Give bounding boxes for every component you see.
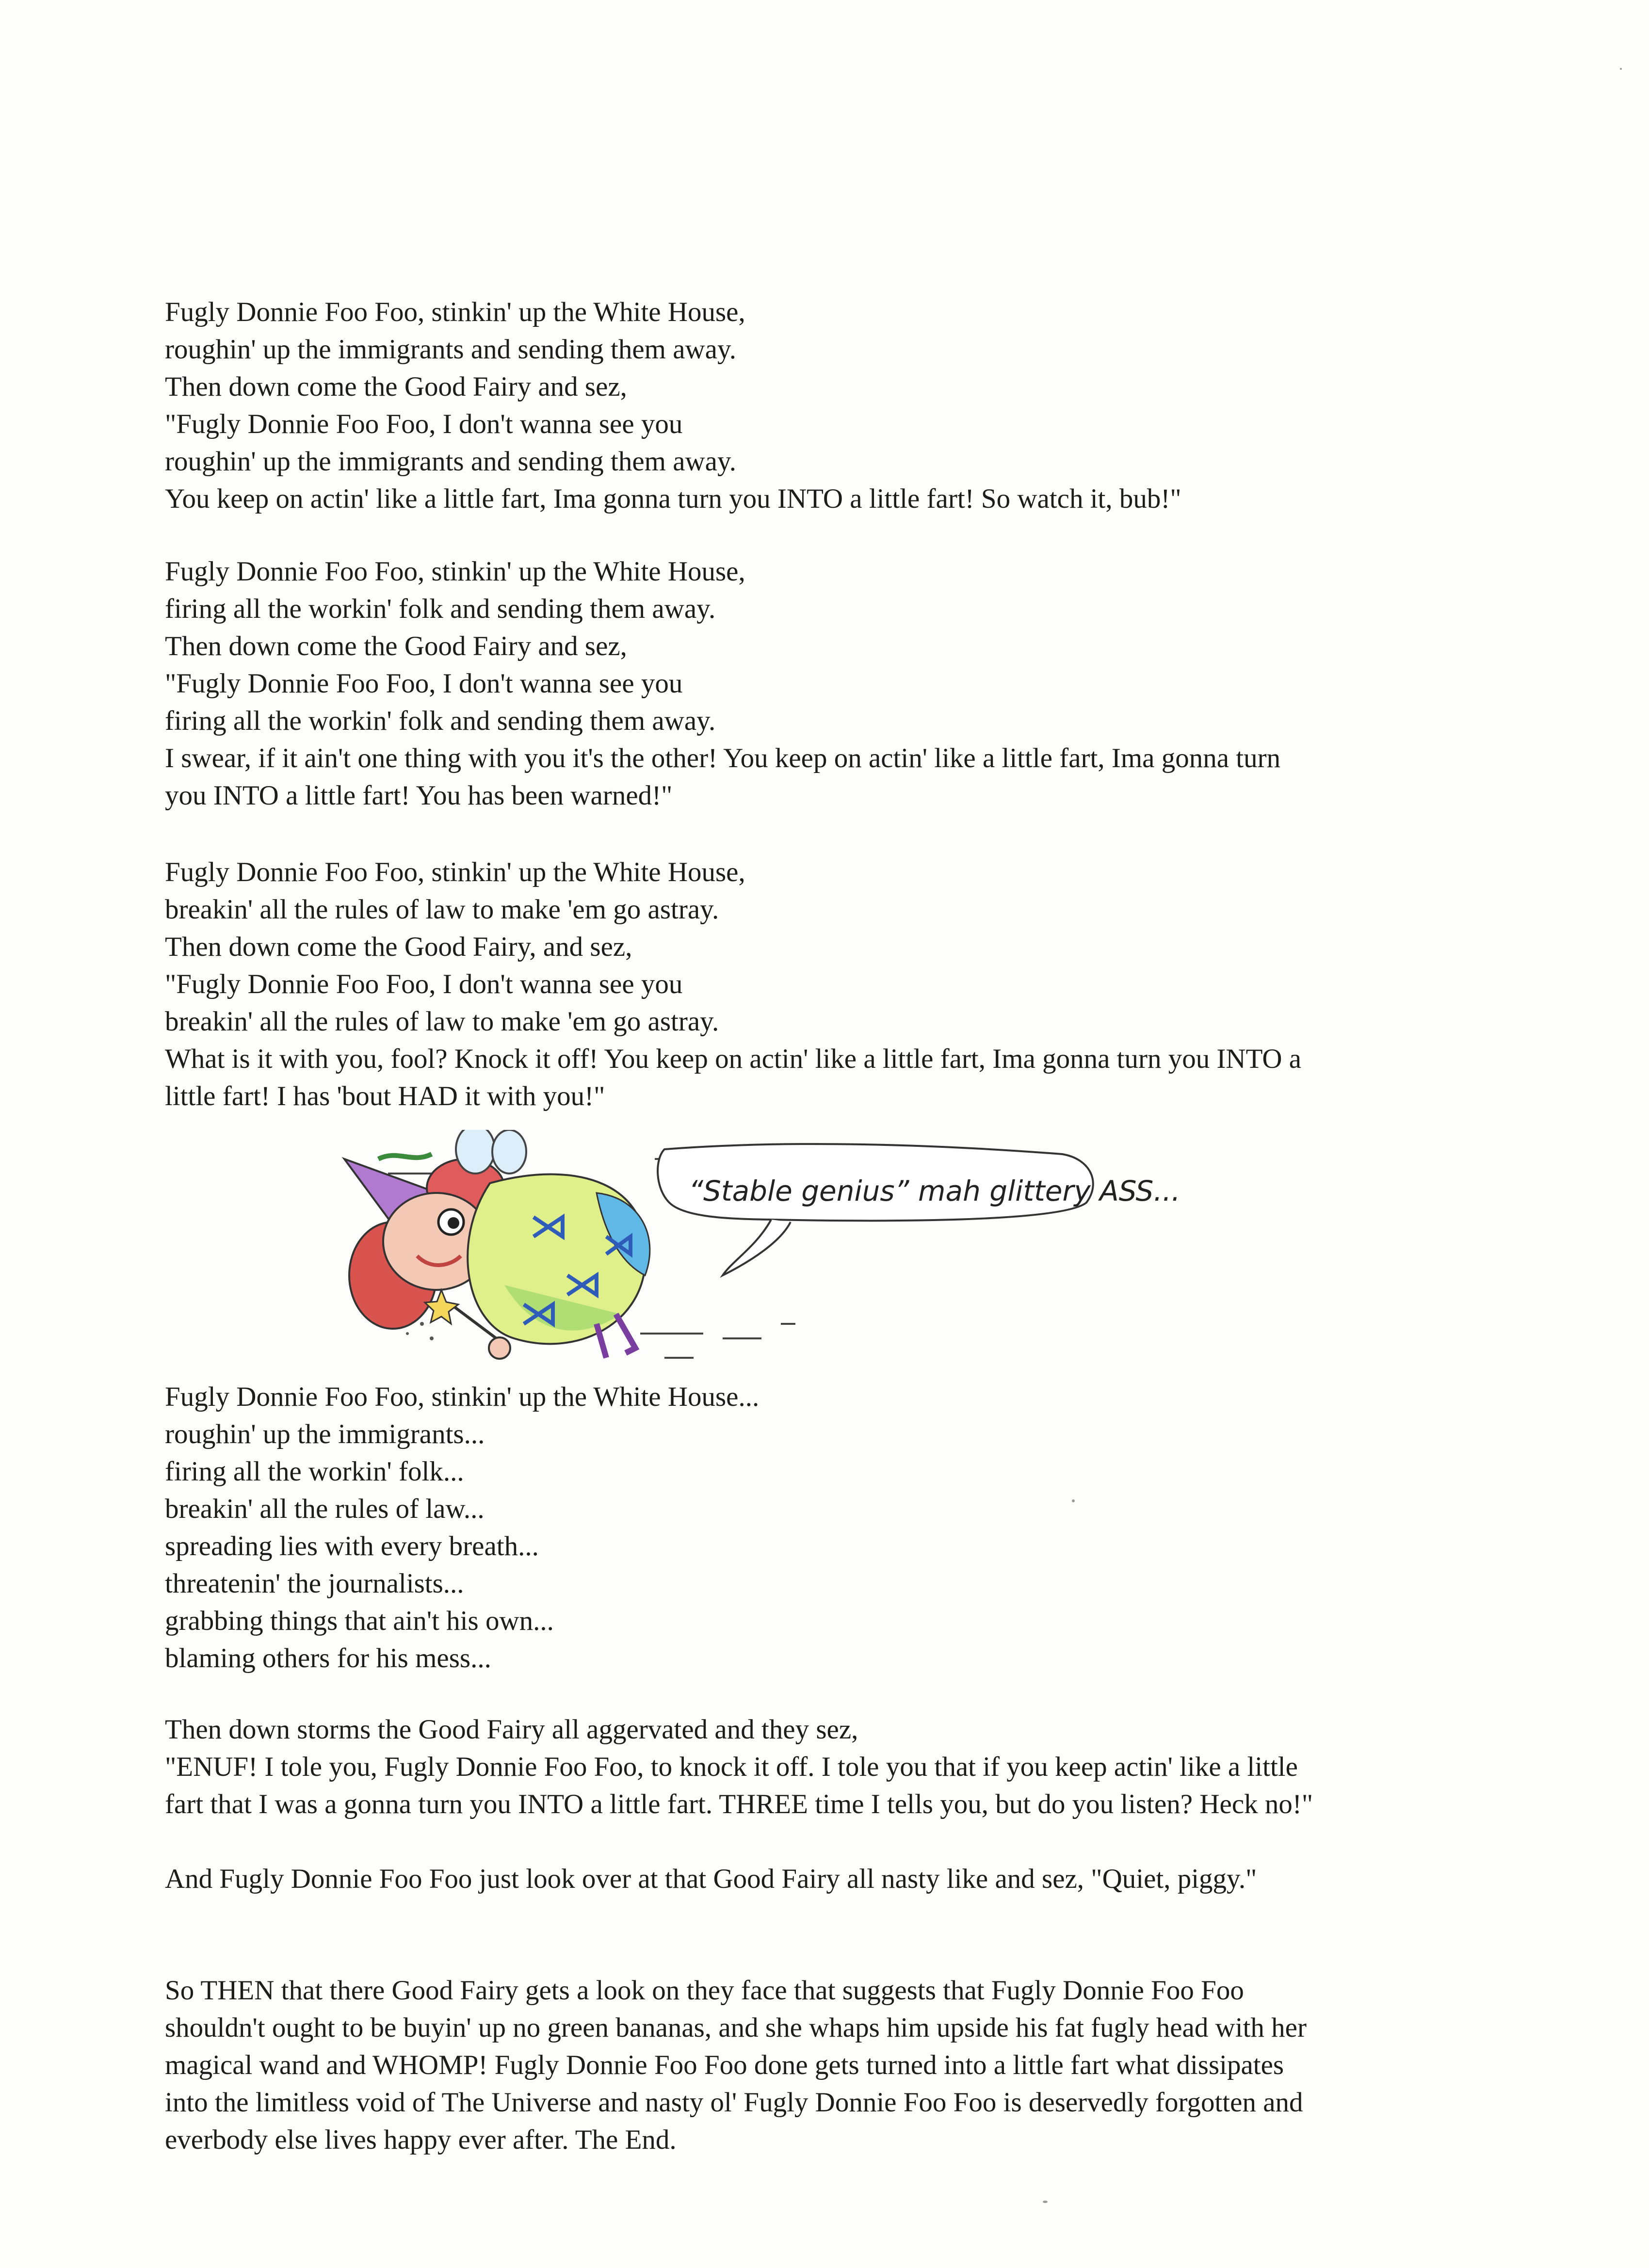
stanza-3	[165, 853, 1533, 1115]
stanza-line: Fugly Donnie Foo Foo, stinkin' up the White House,	[165, 857, 745, 887]
paragraph-quiet-piggy	[165, 1860, 1533, 1898]
paragraph-line: everbody else lives happy ever after. The End.	[165, 2124, 677, 2155]
stanza-line: spreading lies with every breath...	[165, 1531, 539, 1561]
stanza-line: breakin' all the rules of law to make 'em go astray.	[165, 1006, 719, 1037]
stanza-line: roughin' up the immigrants and sending them away.	[165, 334, 737, 365]
fairy-wing	[492, 1130, 526, 1174]
stanza-line: "Fugly Donnie Foo Foo, I don't wanna see you	[165, 668, 683, 699]
scan-speck	[1043, 2201, 1048, 2203]
paragraph-line: fart that I was a gonna turn you INTO a little fart. THREE time I tells you, but do you listen? Heck no!"	[165, 1789, 1313, 1819]
speech-bubble-tail	[723, 1220, 791, 1275]
stanza-line: breakin' all the rules of law to make 'em go astray.	[165, 894, 719, 925]
stanza-line: roughin' up the immigrants and sending them away.	[165, 446, 737, 477]
paragraph-line: magical wand and WHOMP! Fugly Donnie Foo Foo done gets turned into a little fart what dissipates	[165, 2050, 1284, 2080]
stanza-line: Fugly Donnie Foo Foo, stinkin' up the White House,	[165, 556, 745, 587]
stanza-line: Then down come the Good Fairy and sez,	[165, 631, 627, 661]
paragraph-line: into the limitless void of The Universe and nasty ol' Fugly Donnie Foo Foo is deservedly forgotten and	[165, 2087, 1303, 2118]
scan-speck	[1620, 68, 1622, 70]
stanza-line: "Fugly Donnie Foo Foo, I don't wanna see you	[165, 409, 683, 439]
stanza-line: threatenin' the journalists...	[165, 1568, 464, 1599]
stanza-line: Fugly Donnie Foo Foo, stinkin' up the White House,	[165, 297, 745, 327]
stanza-line: Fugly Donnie Foo Foo, stinkin' up the White House...	[165, 1382, 760, 1412]
paragraph-good-fairy-storms	[165, 1711, 1533, 1823]
stanza-line: breakin' all the rules of law...	[165, 1494, 485, 1524]
stanza-2	[165, 553, 1533, 814]
paragraph-line: And Fugly Donnie Foo Foo just look over at that Good Fairy all nasty like and sez, "Quiet, piggy."	[165, 1864, 1257, 1894]
paragraph-line: shouldn't ought to be buyin' up no green bananas, and she whaps him upside his fat fugly head with her	[165, 2012, 1307, 2043]
stanza-line: little fart! I has 'bout HAD it with you!"	[165, 1081, 605, 1111]
paragraph-the-end	[165, 1972, 1533, 2158]
stanza-line: firing all the workin' folk and sending them away.	[165, 594, 716, 624]
stanza-line: firing all the workin' folk...	[165, 1456, 464, 1487]
stanza-line: I swear, if it ain't one thing with you it's the other! You keep on actin' like a little fart, Ima gonna turn	[165, 743, 1281, 773]
stanza-4	[165, 1378, 1533, 1677]
good-fairy-illustration	[306, 1130, 1285, 1382]
stanza-1	[165, 293, 1533, 517]
fairy-drawing	[306, 1130, 1285, 1382]
speech-bubble-text: “Stable genius” mah glittery ASS...	[689, 1174, 1180, 1207]
stanza-line: Then down come the Good Fairy, and sez,	[165, 932, 632, 962]
stanza-line: "Fugly Donnie Foo Foo, I don't wanna see you	[165, 969, 683, 999]
stanza-line: You keep on actin' like a little fart, Ima gonna turn you INTO a little fart! So watch it, bub!"	[165, 483, 1181, 514]
stanza-line: firing all the workin' folk and sending them away.	[165, 706, 716, 736]
stanza-line: roughin' up the immigrants...	[165, 1419, 485, 1449]
scan-speck	[1072, 1499, 1075, 1502]
stanza-line: blaming others for his mess...	[165, 1643, 491, 1673]
paragraph-line: Then down storms the Good Fairy all aggervated and they sez,	[165, 1714, 858, 1745]
fairy-wing	[456, 1130, 495, 1174]
stanza-line: Then down come the Good Fairy and sez,	[165, 371, 627, 402]
paragraph-line: So THEN that there Good Fairy gets a look on they face that suggests that Fugly Donnie Foo Foo	[165, 1975, 1244, 2006]
stanza-line: grabbing things that ain't his own...	[165, 1606, 554, 1636]
paragraph-line: "ENUF! I tole you, Fugly Donnie Foo Foo, to knock it off. I tole you that if you keep actin' like a little	[165, 1752, 1298, 1782]
stanza-line: What is it with you, fool? Knock it off! You keep on actin' like a little fart, Ima gonna turn you INTO a	[165, 1044, 1302, 1074]
stanza-line: you INTO a little fart! You has been warned!"	[165, 780, 673, 811]
